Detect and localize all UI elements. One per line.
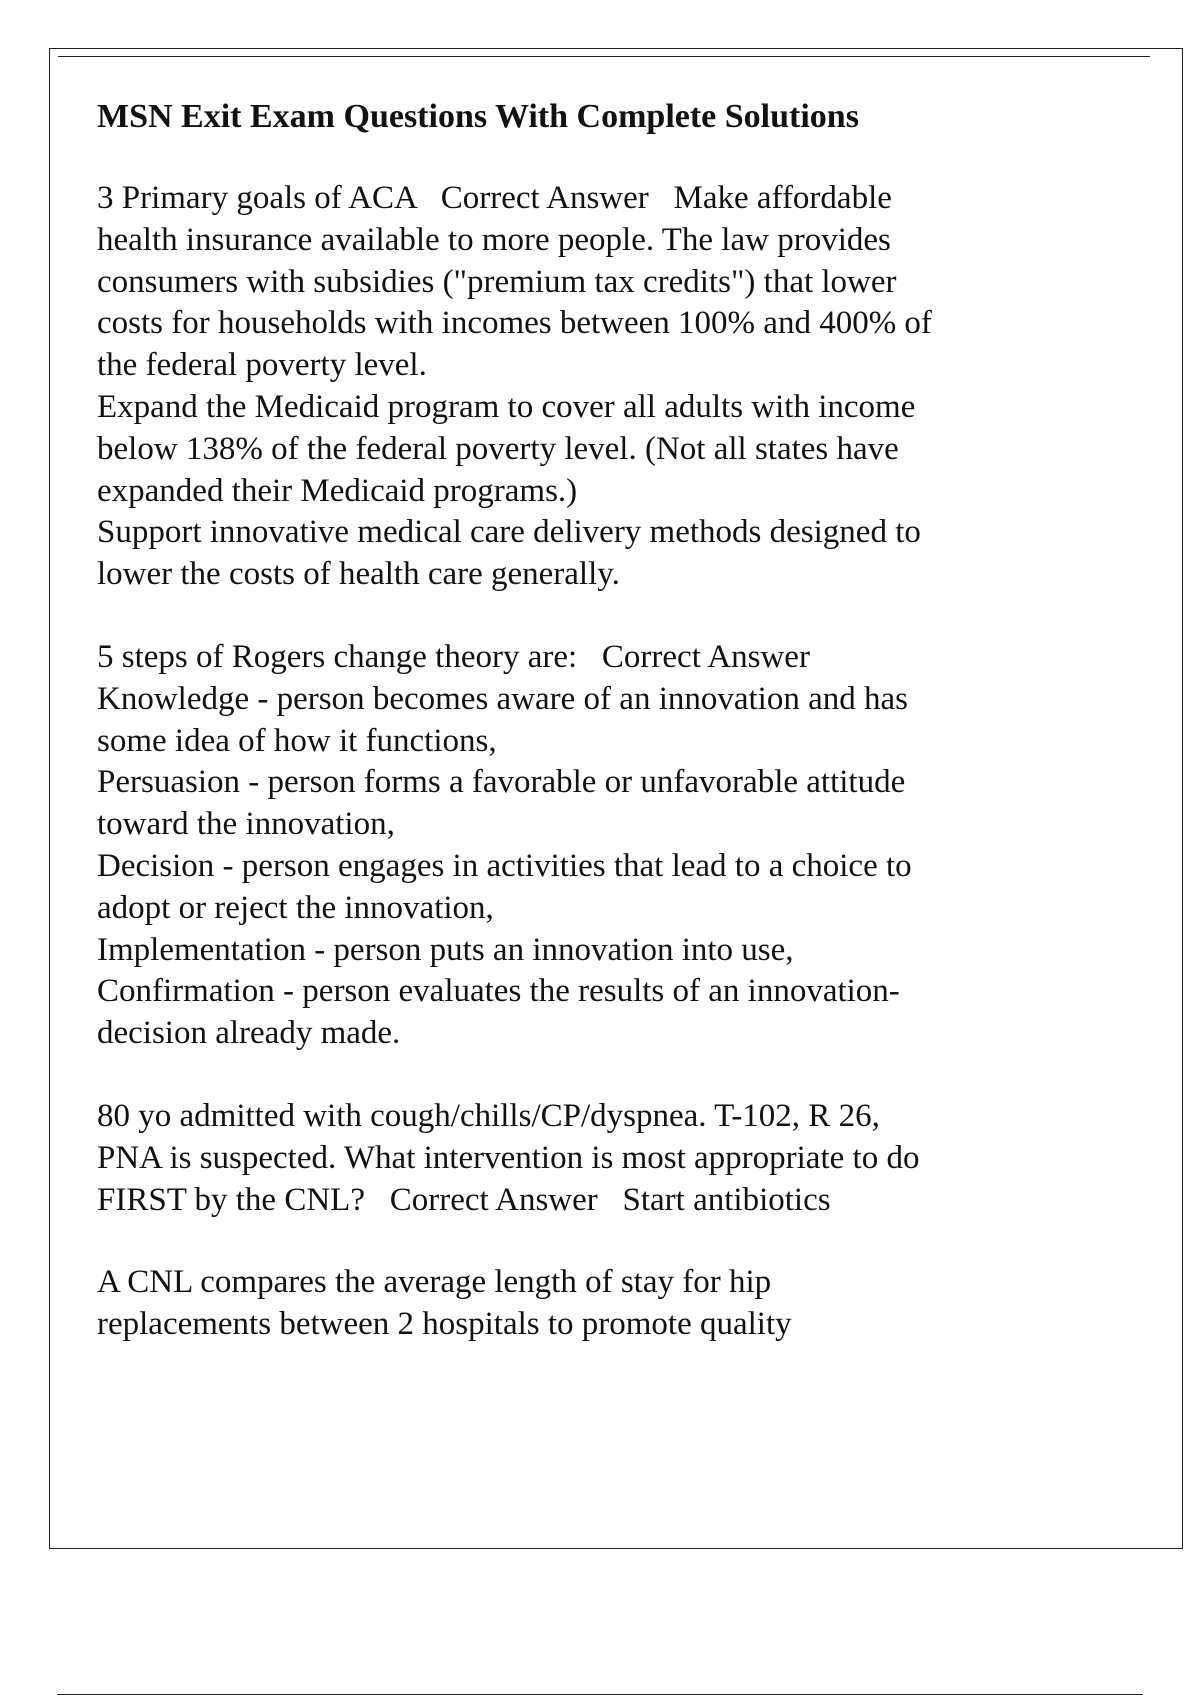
text-line: consumers with subsidies ("premium tax credits") that lower	[97, 263, 897, 300]
text-line: 5 steps of Rogers change theory are: Correct Answer	[97, 638, 810, 675]
text-line: 80 yo admitted with cough/chills/CP/dyspnea. T-102, R 26,	[97, 1097, 880, 1134]
text-line: replacements between 2 hospitals to promote quality	[97, 1306, 792, 1343]
qa-entry-rogers-theory	[97, 637, 1087, 1055]
text-line: Support innovative medical care delivery methods designed to	[97, 514, 921, 551]
text-line: health insurance available to more people. The law provides	[97, 221, 891, 258]
text-line: adopt or reject the innovation,	[97, 889, 494, 926]
qa-entry-pna-intervention	[97, 1096, 1087, 1221]
text-line: costs for households with incomes between 100% and 400% of	[97, 305, 932, 342]
document-body	[97, 96, 1087, 1346]
text-line: expanded their Medicaid programs.)	[97, 472, 578, 509]
text-line: the federal poverty level.	[97, 347, 427, 384]
text-line: 3 Primary goals of ACA Correct Answer Make affordable	[97, 180, 892, 216]
frame-top-rule	[58, 56, 1150, 57]
qa-entry-length-of-stay	[97, 1262, 1087, 1346]
text-line: some idea of how it functions,	[97, 722, 497, 759]
text-line: Implementation - person puts an innovation into use,	[97, 931, 794, 968]
text-line: below 138% of the federal poverty level. (Not all states have	[97, 430, 899, 467]
text-line: A CNL compares the average length of stay for hip	[97, 1264, 772, 1301]
page-bottom-rule	[57, 1694, 1143, 1695]
text-line: Knowledge - person becomes aware of an innovation and has	[97, 680, 908, 717]
text-line: Decision - person engages in activities that lead to a choice to	[97, 847, 912, 884]
document-title: MSN Exit Exam Questions With Complete Solutions	[97, 98, 859, 135]
qa-entry-aca-goals	[97, 178, 1087, 596]
text-line: Persuasion - person forms a favorable or unfavorable attitude	[97, 764, 906, 801]
text-line: toward the innovation,	[97, 806, 395, 843]
text-line: lower the costs of health care generally.	[97, 556, 620, 593]
text-line: Confirmation - person evaluates the results of an innovation-	[97, 973, 900, 1010]
text-line: FIRST by the CNL? Correct Answer Start antibiotics	[97, 1181, 831, 1218]
text-line: PNA is suspected. What intervention is most appropriate to do	[97, 1139, 920, 1176]
text-line: Expand the Medicaid program to cover all adults with income	[97, 388, 916, 425]
text-line: decision already made.	[97, 1015, 401, 1052]
